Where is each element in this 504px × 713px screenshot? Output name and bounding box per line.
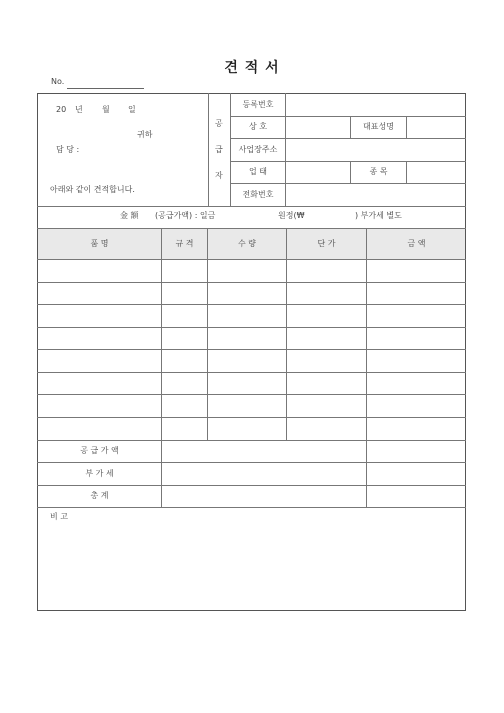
header-amount: 금 액 xyxy=(407,239,426,248)
row-line xyxy=(37,372,466,373)
day-label: 일 xyxy=(128,105,136,114)
company-label: 상 호 xyxy=(249,122,267,131)
year-label: 년 xyxy=(75,105,83,114)
month-label: 월 xyxy=(102,105,110,114)
header-item-name: 품 명 xyxy=(90,239,109,248)
address-label: 사업장주소 xyxy=(238,145,278,154)
supplier-row-line xyxy=(230,138,466,139)
supply-value-label: (공급가액) : 일금 xyxy=(155,211,216,220)
supplier-label-char: 공 xyxy=(215,119,223,128)
document-title: 견 적 서 xyxy=(224,60,280,76)
supplier-cell-divider xyxy=(406,116,407,138)
document-number-field[interactable] xyxy=(67,88,144,89)
total-vat-label: 부 가 세 xyxy=(85,469,114,478)
header-spec: 규 격 xyxy=(175,239,194,248)
header-quantity: 수 량 xyxy=(238,239,256,248)
quote-statement: 아래와 같이 견적합니다. xyxy=(50,185,135,194)
business-item-label: 종 목 xyxy=(369,167,388,176)
row-line xyxy=(37,417,466,418)
representative-label: 대표성명 xyxy=(363,122,394,131)
year-prefix: 20 xyxy=(56,105,67,114)
row-line xyxy=(37,304,466,305)
supplier-row-line xyxy=(230,161,466,162)
grand-total-label: 총 계 xyxy=(90,491,109,500)
row-line xyxy=(37,440,466,441)
header-unit-price: 단 가 xyxy=(317,239,336,248)
won-label: 원정(₩ xyxy=(278,211,305,220)
vat-note: ) 부가세 별도 xyxy=(355,211,402,220)
business-type-label: 업 태 xyxy=(249,167,267,176)
amount-label: 金 額 xyxy=(120,211,139,220)
supplier-cell-divider xyxy=(406,161,407,183)
row-line xyxy=(37,507,466,508)
document-number-label: No. xyxy=(51,77,65,86)
row-line xyxy=(37,349,466,350)
remarks-label: 비 고 xyxy=(50,512,68,521)
col-divider xyxy=(207,228,208,440)
col-divider xyxy=(286,228,287,440)
contact-label: 담 당 : xyxy=(56,145,80,154)
supplier-row-line xyxy=(230,183,466,184)
col-divider xyxy=(366,228,367,507)
reg-no-label: 등록번호 xyxy=(242,100,274,109)
recipient-suffix: 귀하 xyxy=(137,130,153,139)
table-header-top xyxy=(37,228,466,229)
row-line xyxy=(37,282,466,283)
row-line xyxy=(37,394,466,395)
supplier-row-line xyxy=(230,116,466,117)
col-divider xyxy=(161,228,162,507)
supplier-field-divider xyxy=(285,93,286,206)
client-supplier-divider xyxy=(208,93,209,206)
table-header-bottom xyxy=(37,259,466,260)
supplier-label-char: 급 xyxy=(215,145,223,154)
total-supply-value-label: 공 급 가 액 xyxy=(80,446,119,455)
row-line xyxy=(37,327,466,328)
supplier-label-char: 자 xyxy=(215,171,223,180)
row-line xyxy=(37,485,466,486)
phone-label: 전화번호 xyxy=(242,190,274,199)
amount-line-top xyxy=(37,206,466,207)
row-line xyxy=(37,462,466,463)
